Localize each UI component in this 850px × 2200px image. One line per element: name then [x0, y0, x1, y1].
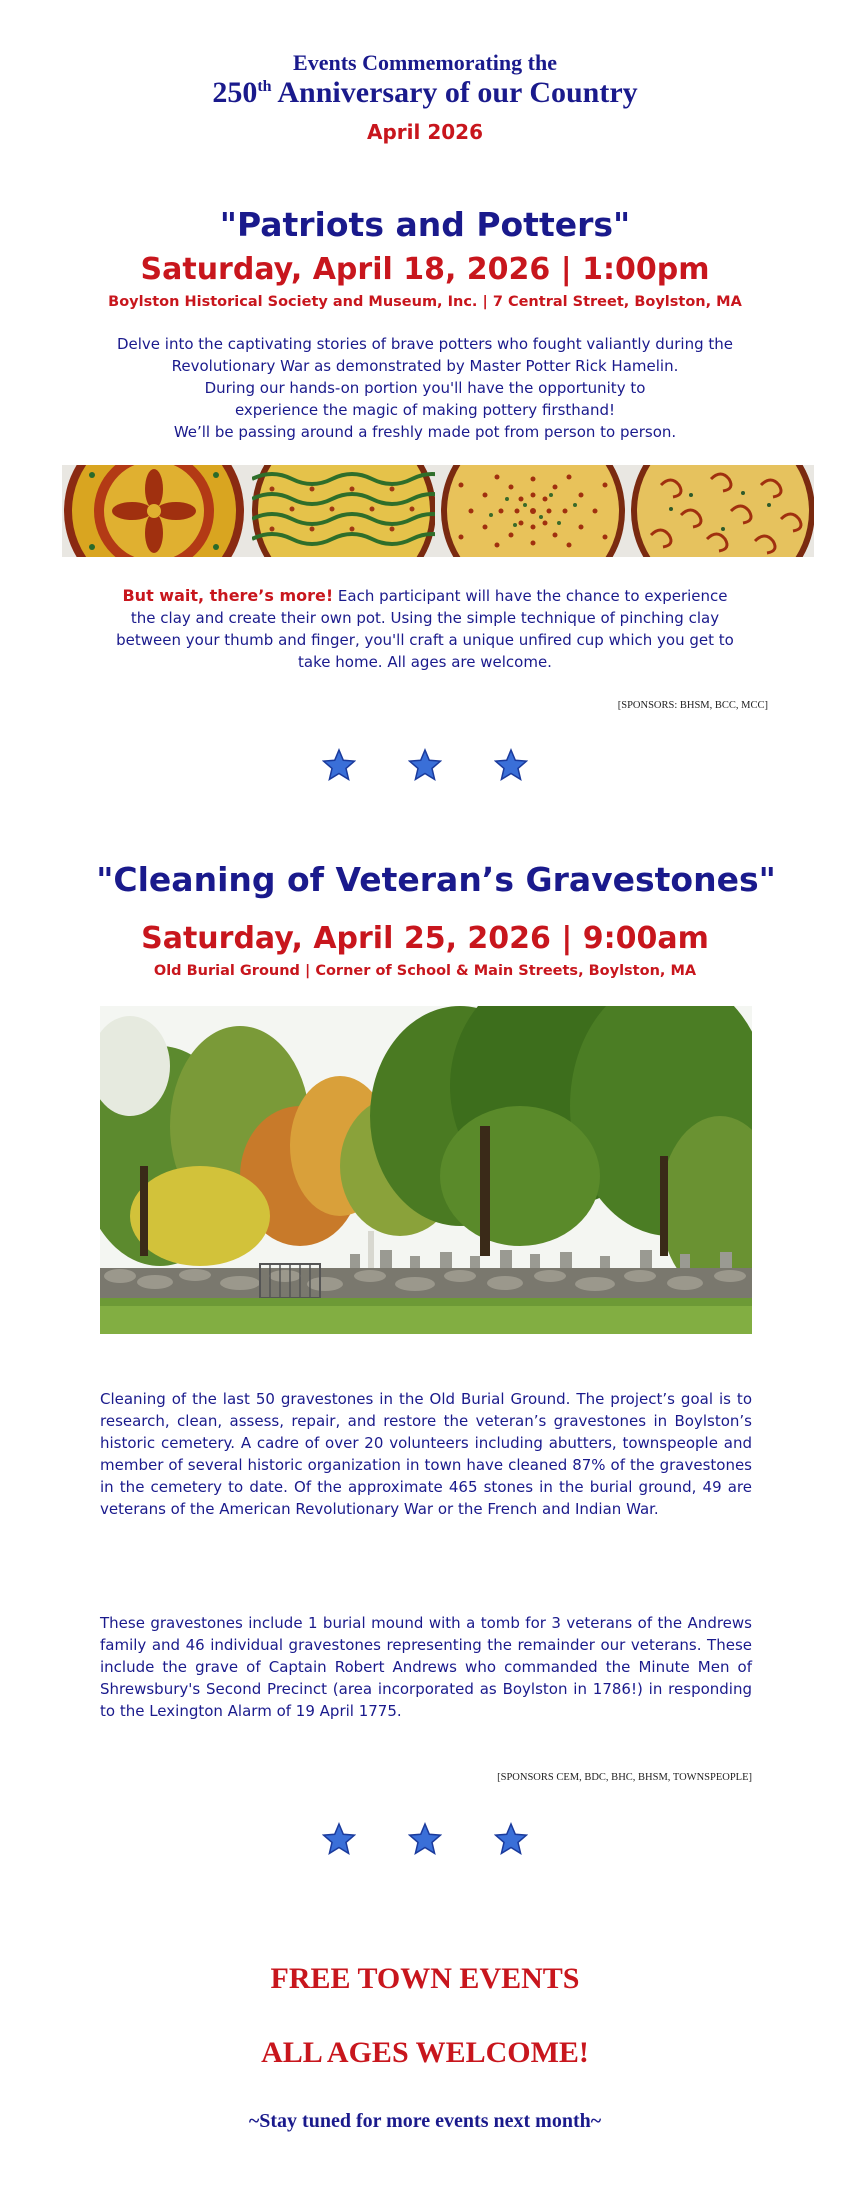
header-line-1: Events Commemorating the [293, 50, 557, 75]
event1-more-line: take home. All ages are welcome. [298, 653, 552, 671]
divider-stars-2 [0, 1822, 850, 1856]
plate-waves [252, 465, 436, 557]
event1-desc-line: Revolutionary War as demonstrated by Master Potter Rick Hamelin. [171, 357, 679, 375]
event1-title: "Patriots and Potters" [219, 205, 631, 244]
event2-date: Saturday, April 25, 2026 | 9:00am [141, 921, 709, 956]
all-ages-welcome: ALL AGES WELCOME! [261, 2036, 589, 2069]
event1-desc-line: We’ll be passing around a freshly made pot from person to person. [173, 423, 677, 441]
anniversary-text: Anniversary of our Country [271, 76, 638, 109]
star-icon [494, 748, 528, 782]
event1-more-line: the clay and create their own pot. Using the simple technique of pinching clay [130, 609, 720, 627]
event1-more-first-line [60, 585, 790, 607]
event2-location: Old Burial Ground | Corner of School & Main Streets, Boylston, MA [153, 963, 697, 979]
star-icon [408, 748, 442, 782]
event1-date: Saturday, April 18, 2026 | 1:00pm [140, 252, 710, 287]
event1-desc-line: During our hands-on portion you'll have the opportunity to [204, 379, 646, 397]
event2-sponsors: [SPONSORS CEM, BDC, BHC, BHSM, TOWNSPEOPLE] [497, 1772, 752, 1783]
event1-sponsors: [SPONSORS: BHSM, BCC, MCC] [617, 700, 768, 711]
header-month: April 2026 [367, 120, 483, 144]
stay-tuned: ~Stay tuned for more events next month~ [248, 2110, 602, 2132]
star-icon [494, 1822, 528, 1856]
event1-desc-line: Delve into the captivating stories of brave potters who fought valiantly during the [116, 335, 733, 353]
event2-paragraph-1: Cleaning of the last 50 gravestones in the Old Burial Ground. The project’s goal is to research, clean, assess, repair, and restore the veteran’s gravestones in Boylston’s historic cemetery. A cadre of over 20 volunteers including abutters, townspeople and member of several historic organization in town have cleaned 87% of the gravestones in the cemetery to date. Of the approximate 465 stones in the burial ground, 49 are veterans of the American Revolutionary War or the French and Indian War. [100, 1390, 752, 1518]
event2-paragraph-2: These gravestones include 1 burial mound with a tomb for 3 veterans of the Andrews family and 46 individual gravestones representing the remainder our veterans. These include the grave of Captain Robert Andrews who commanded the Minute Men of Shrewsbury's Second Precinct (area incorporated as Boylston in 1786!) in responding to the Lexington Alarm of 19 April 1775. [100, 1614, 752, 1720]
plate-swirls [631, 465, 815, 557]
event1-location: Boylston Historical Society and Museum, Inc. | 7 Central Street, Boylston, MA [108, 294, 742, 310]
star-icon [322, 748, 356, 782]
free-town-events: FREE TOWN EVENTS [270, 1962, 580, 1995]
cemetery-photo [100, 1006, 752, 1334]
plate-flower [62, 465, 246, 557]
event1-more [60, 585, 790, 673]
event1-description [60, 333, 790, 443]
event1-desc-line: experience the magic of making pottery firsthand! [234, 401, 616, 419]
header-anniversary [0, 76, 850, 110]
pottery-plates-image [62, 465, 814, 557]
divider-stars-1 [0, 748, 850, 782]
event2-title: "Cleaning of Veteran’s Gravestones" [96, 860, 776, 899]
event1-more-line: between your thumb and finger, you'll craft a unique unfired cup which you get to [116, 631, 734, 649]
but-wait-lead: But wait, there’s more! [122, 586, 334, 605]
anniversary-suffix: th [257, 78, 272, 95]
anniversary-number: 250 [212, 76, 258, 109]
event1-more-text: Each participant will have the chance to experience [333, 587, 728, 605]
plate-dots [441, 465, 625, 557]
star-icon [408, 1822, 442, 1856]
star-icon [322, 1822, 356, 1856]
